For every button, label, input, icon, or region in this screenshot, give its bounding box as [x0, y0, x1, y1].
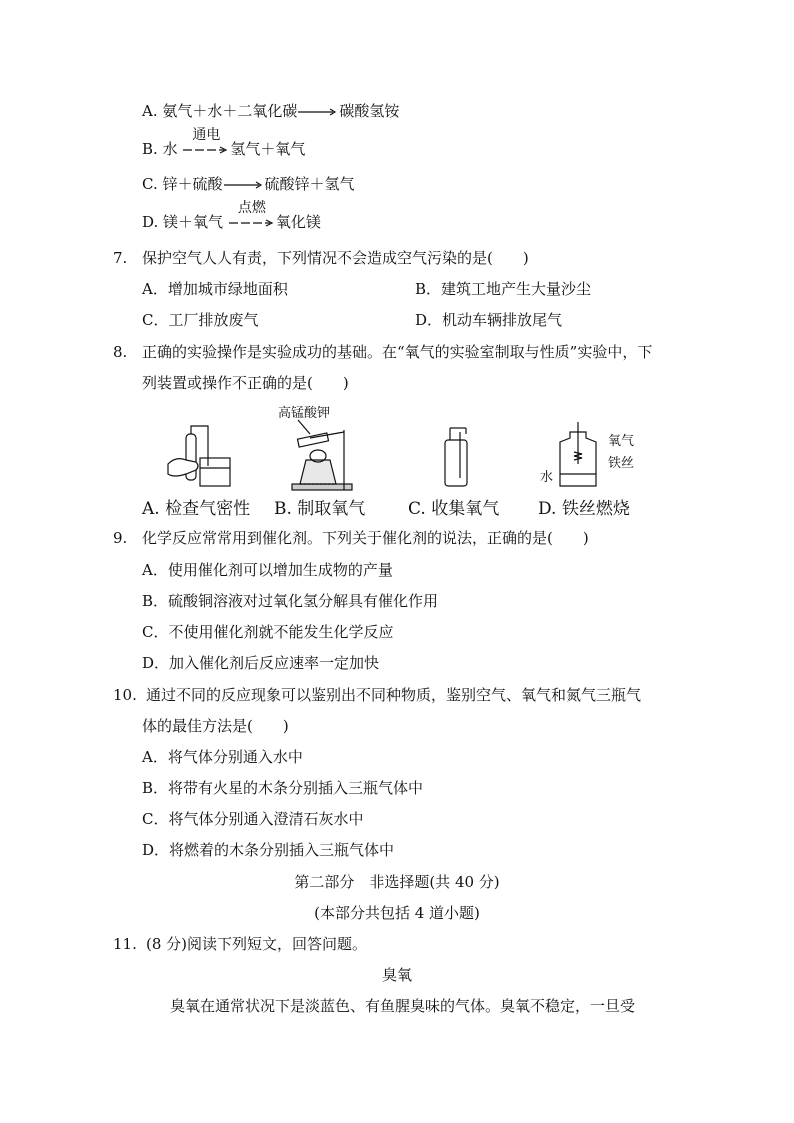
reactants: 锌＋硫酸: [162, 175, 223, 193]
q8-apparatus-figure: [142, 406, 660, 519]
option-letter: B.: [142, 140, 158, 158]
q6-option-d: [142, 200, 321, 232]
q7-option-b: B．建筑工地产生大量沙尘: [415, 280, 592, 298]
reactants: 镁＋氧气: [163, 213, 224, 231]
q7-option-a: A．增加城市绿地面积: [142, 280, 288, 298]
option-letter: A.: [142, 102, 158, 120]
caption-b: B. 制取氧气: [274, 499, 366, 519]
q10-option-c: C．将气体分别通入澄清石灰水中: [142, 810, 364, 828]
q11-stem: (8 分)阅读下列短文，回答问题。: [146, 935, 368, 953]
q10-option-b: B．将带有火星的木条分别插入三瓶气体中: [142, 779, 424, 797]
q8-stem-line2: 列装置或操作不正确的是( ): [142, 374, 349, 392]
q8-stem-line1: 正确的实验操作是实验成功的基础。在“氧气的实验室制取与性质”实验中，下: [142, 343, 653, 361]
reaction-arrow-with-condition: [182, 127, 230, 159]
q10-number: 10.: [113, 686, 137, 704]
part2-subtitle: (本部分共包括 4 道小题): [314, 904, 480, 922]
q9-option-d: D．加入催化剂后反应速率一定加快: [142, 654, 380, 672]
q9-option-b: B．硫酸铜溶液对过氧化氢分解具有催化作用: [142, 592, 439, 610]
airtightness-check-drawing: [168, 426, 230, 486]
reaction-condition: 点燃: [237, 200, 266, 216]
q8-number: 8.: [113, 343, 128, 361]
oxygen-preparation-drawing: [292, 420, 352, 490]
products: 硫酸锌＋氢气: [264, 175, 355, 193]
label-water: 水: [540, 470, 554, 485]
reaction-arrow-icon: [297, 101, 339, 126]
q10-stem-line1: 通过不同的反应现象可以鉴别出不同种物质，鉴别空气、氧气和氮气三瓶气: [146, 686, 642, 704]
q9-option-c: C．不使用催化剂就不能发生化学反应: [142, 623, 394, 641]
gas-collection-drawing: [445, 428, 467, 486]
caption-d: D. 铁丝燃烧: [538, 499, 630, 519]
reaction-arrow-icon: [228, 218, 276, 230]
apparatus-drawings: [160, 408, 660, 494]
q11-number: 11.: [113, 935, 137, 953]
q6-option-c: [142, 174, 355, 199]
reaction-arrow-icon: [223, 174, 265, 199]
iron-wire-combustion-drawing: [560, 422, 596, 486]
reaction-condition: 通电: [192, 127, 221, 143]
products: 氢气＋氧气: [230, 140, 306, 158]
reactants: 氨气＋水＋二氧化碳: [162, 102, 298, 120]
article-paragraph-line1: 臭氧在通常状况下是淡蓝色、有鱼腥臭味的气体。臭氧不稳定，一旦受: [170, 997, 636, 1015]
products: 氧化镁: [275, 213, 321, 231]
products: 碳酸氢铵: [339, 102, 400, 120]
q10-option-d: D．将燃着的木条分别插入三瓶气体中: [142, 841, 395, 859]
reaction-arrow-with-condition: [228, 200, 276, 232]
label-iron-wire: 铁丝: [608, 456, 635, 471]
q9-stem: 化学反应常常用到催化剂。下列关于催化剂的说法，正确的是( ): [142, 529, 589, 547]
reaction-arrow-icon: [182, 145, 230, 157]
option-letter: C.: [142, 175, 158, 193]
q7-option-c: C．工厂排放废气: [142, 311, 259, 329]
reactants: 水: [162, 140, 178, 158]
option-letter: D.: [142, 213, 159, 231]
q7-number: 7.: [113, 249, 128, 267]
caption-a: A. 检查气密性: [142, 499, 251, 519]
label-oxygen: 氧气: [608, 434, 635, 449]
q7-stem: 保护空气人人有责，下列情况不会造成空气污染的是( ): [142, 249, 529, 267]
q7-option-d: D．机动车辆排放尾气: [415, 311, 563, 329]
q6-option-b: [142, 127, 306, 159]
q9-number: 9.: [113, 529, 128, 547]
label-potassium-permanganate: 高锰酸钾: [278, 406, 331, 421]
q10-option-a: A．将气体分别通入水中: [142, 748, 303, 766]
part2-title: 第二部分 非选择题(共 40 分): [294, 873, 500, 891]
q9-option-a: A．使用催化剂可以增加生成物的产量: [142, 561, 393, 579]
article-title: 臭氧: [381, 966, 412, 984]
q10-stem-line2: 体的最佳方法是( ): [142, 717, 289, 735]
q6-option-a: [142, 101, 399, 126]
caption-c: C. 收集氧气: [408, 499, 500, 519]
